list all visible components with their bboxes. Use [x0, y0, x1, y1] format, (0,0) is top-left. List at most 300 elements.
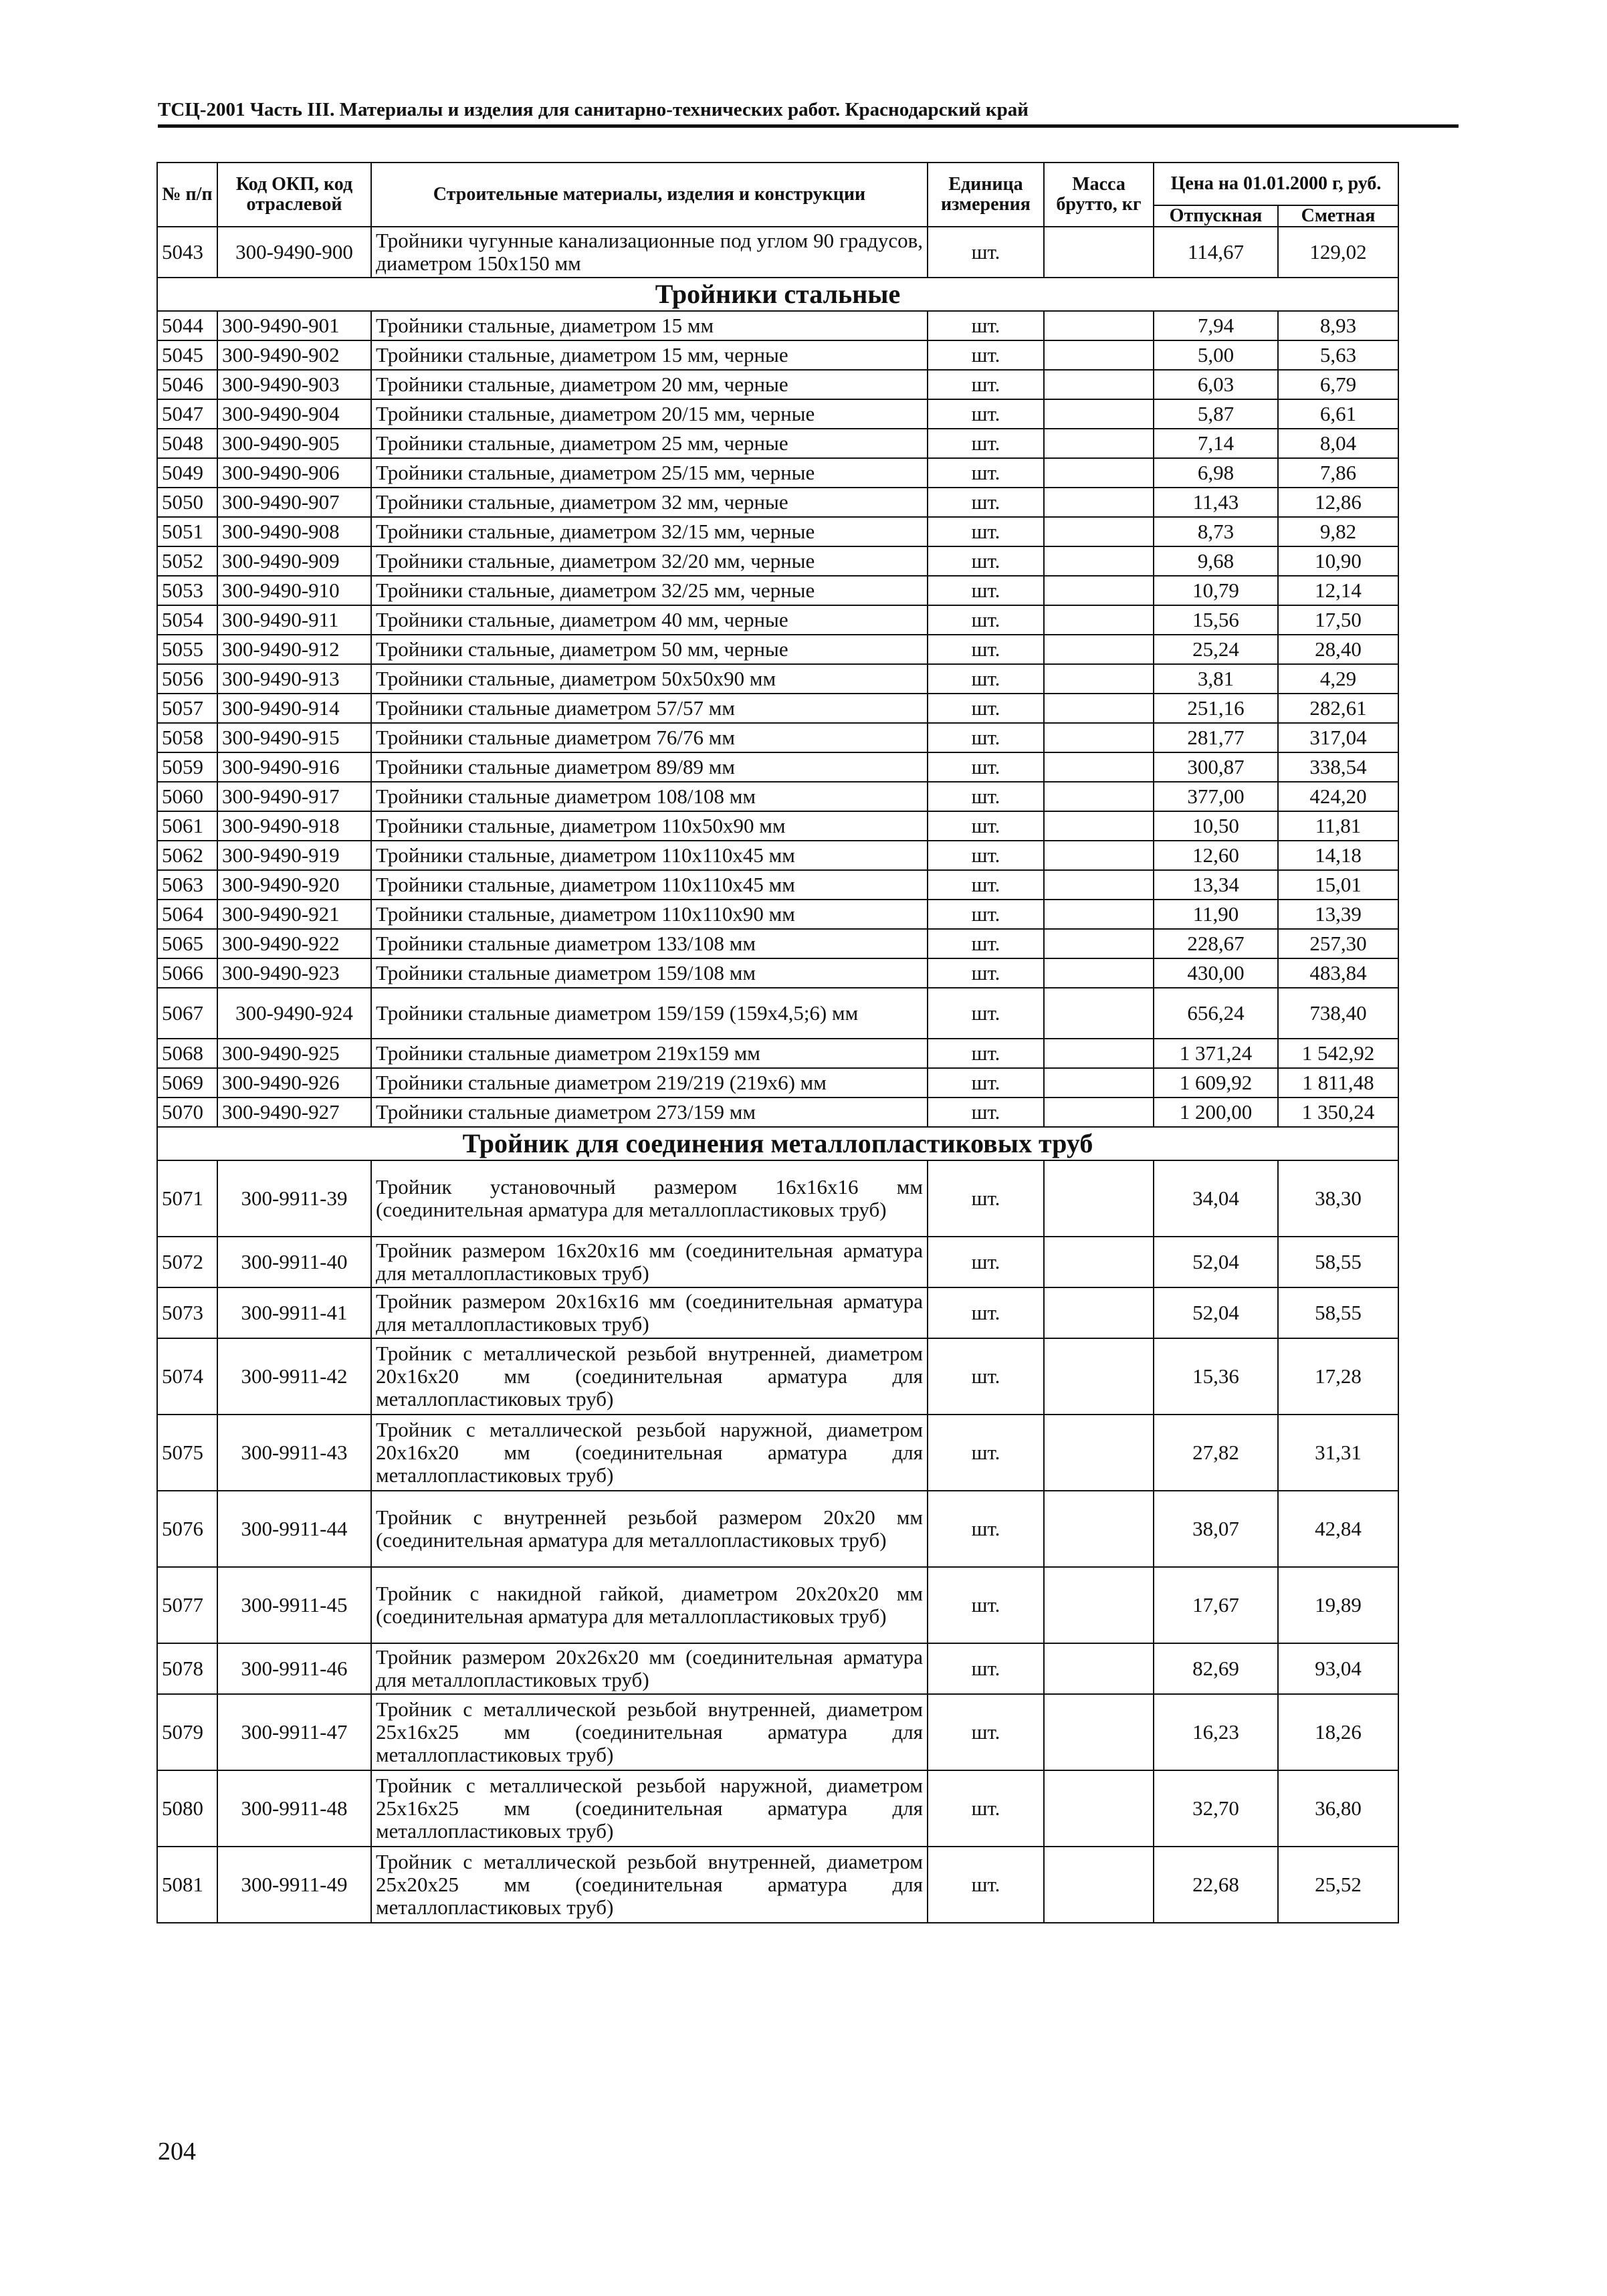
table-row	[157, 723, 1398, 752]
row-number: 5061	[157, 811, 217, 841]
row-price-estimate: 483,84	[1278, 958, 1398, 988]
table-row	[157, 1338, 1398, 1415]
row-unit: шт.	[928, 958, 1044, 988]
row-code: 300-9911-44	[217, 1491, 371, 1567]
row-name: Тройник с накидной гайкой, диаметром 20x20x20 мм (соединительная арматура для металлопластиковых труб)	[371, 1567, 928, 1643]
table-row	[157, 811, 1398, 841]
table-row	[157, 1770, 1398, 1847]
row-number: 5076	[157, 1491, 217, 1567]
table-row	[157, 1039, 1398, 1068]
row-price-release: 11,43	[1154, 488, 1278, 517]
row-code: 300-9490-911	[217, 605, 371, 635]
row-mass	[1044, 929, 1154, 958]
row-unit: шт.	[928, 1338, 1044, 1415]
header-unit: Единица измерения	[928, 163, 1044, 227]
table-row	[157, 227, 1398, 278]
row-mass	[1044, 340, 1154, 370]
row-mass	[1044, 311, 1154, 340]
row-name: Тройник с металлической резьбой внутренней, диаметром 20x16x20 мм (соединительная арматура для металлопластиковых труб)	[371, 1338, 928, 1415]
header-price-release: Отпускная	[1154, 205, 1278, 227]
row-price-estimate: 15,01	[1278, 870, 1398, 900]
row-name: Тройники стальные, диаметром 15 мм, черные	[371, 340, 928, 370]
row-mass	[1044, 1098, 1154, 1127]
table-row	[157, 429, 1398, 458]
row-mass	[1044, 1338, 1154, 1415]
row-mass	[1044, 488, 1154, 517]
row-mass	[1044, 1415, 1154, 1491]
row-unit: шт.	[928, 1068, 1044, 1098]
row-code: 300-9490-925	[217, 1039, 371, 1068]
row-price-estimate: 9,82	[1278, 517, 1398, 546]
row-name: Тройник с металлической резьбой наружной, диаметром 20x16x20 мм (соединительная арматура для металлопластиковых труб)	[371, 1415, 928, 1491]
header-name: Строительные материалы, изделия и конструкции	[371, 163, 928, 227]
row-name: Тройники стальные диаметром 133/108 мм	[371, 929, 928, 958]
row-code: 300-9911-41	[217, 1287, 371, 1338]
row-code: 300-9911-40	[217, 1237, 371, 1287]
row-price-estimate: 4,29	[1278, 664, 1398, 694]
row-price-estimate: 317,04	[1278, 723, 1398, 752]
row-name: Тройники стальные, диаметром 110x110x45 мм	[371, 870, 928, 900]
row-price-estimate: 28,40	[1278, 635, 1398, 664]
row-name: Тройники стальные, диаметром 32 мм, черные	[371, 488, 928, 517]
row-name: Тройники стальные, диаметром 20/15 мм, черные	[371, 399, 928, 429]
row-price-release: 1 371,24	[1154, 1039, 1278, 1068]
row-name: Тройники стальные, диаметром 20 мм, черные	[371, 370, 928, 399]
row-number: 5047	[157, 399, 217, 429]
table-row	[157, 1694, 1398, 1770]
section-row	[157, 1127, 1398, 1160]
row-unit: шт.	[928, 399, 1044, 429]
row-price-estimate: 6,79	[1278, 370, 1398, 399]
row-unit: шт.	[928, 1098, 1044, 1127]
table-row	[157, 1567, 1398, 1643]
row-mass	[1044, 811, 1154, 841]
row-unit: шт.	[928, 635, 1044, 664]
row-number: 5046	[157, 370, 217, 399]
row-code: 300-9490-924	[217, 988, 371, 1039]
row-price-estimate: 5,63	[1278, 340, 1398, 370]
row-unit: шт.	[928, 1694, 1044, 1770]
row-price-estimate: 257,30	[1278, 929, 1398, 958]
row-price-release: 430,00	[1154, 958, 1278, 988]
row-price-estimate: 6,61	[1278, 399, 1398, 429]
row-mass	[1044, 723, 1154, 752]
row-unit: шт.	[928, 841, 1044, 870]
row-price-estimate: 282,61	[1278, 694, 1398, 723]
row-price-release: 3,81	[1154, 664, 1278, 694]
row-price-release: 82,69	[1154, 1643, 1278, 1694]
row-number: 5048	[157, 429, 217, 458]
row-mass	[1044, 752, 1154, 782]
table-row	[157, 664, 1398, 694]
row-unit: шт.	[928, 605, 1044, 635]
row-price-estimate: 17,28	[1278, 1338, 1398, 1415]
row-price-release: 11,90	[1154, 900, 1278, 929]
row-mass	[1044, 1643, 1154, 1694]
row-number: 5067	[157, 988, 217, 1039]
row-mass	[1044, 870, 1154, 900]
table-row	[157, 929, 1398, 958]
row-code: 300-9490-907	[217, 488, 371, 517]
row-unit: шт.	[928, 752, 1044, 782]
row-price-release: 5,87	[1154, 399, 1278, 429]
row-code: 300-9490-904	[217, 399, 371, 429]
row-unit: шт.	[928, 1039, 1044, 1068]
row-price-estimate: 8,93	[1278, 311, 1398, 340]
row-unit: шт.	[928, 782, 1044, 811]
row-number: 5064	[157, 900, 217, 929]
row-name: Тройники стальные, диаметром 25/15 мм, черные	[371, 458, 928, 488]
row-unit: шт.	[928, 1415, 1044, 1491]
row-unit: шт.	[928, 429, 1044, 458]
row-unit: шт.	[928, 664, 1044, 694]
row-name: Тройник размером 20x26x20 мм (соединительная арматура для металлопластиковых труб)	[371, 1643, 928, 1694]
row-code: 300-9911-45	[217, 1567, 371, 1643]
table-row	[157, 1068, 1398, 1098]
row-mass	[1044, 1491, 1154, 1567]
row-price-release: 6,98	[1154, 458, 1278, 488]
row-code: 300-9490-923	[217, 958, 371, 988]
table-row	[157, 1098, 1398, 1127]
row-price-estimate: 31,31	[1278, 1415, 1398, 1491]
row-unit: шт.	[928, 1643, 1044, 1694]
row-name: Тройники стальные, диаметром 25 мм, черные	[371, 429, 928, 458]
table-row	[157, 635, 1398, 664]
row-name: Тройник установочный размером 16x16x16 мм (соединительная арматура для металлопластиковых труб)	[371, 1160, 928, 1237]
row-mass	[1044, 1770, 1154, 1847]
row-code: 300-9911-43	[217, 1415, 371, 1491]
row-code: 300-9490-912	[217, 635, 371, 664]
row-code: 300-9490-903	[217, 370, 371, 399]
row-mass	[1044, 1287, 1154, 1338]
row-code: 300-9490-927	[217, 1098, 371, 1127]
row-number: 5043	[157, 227, 217, 278]
row-price-estimate: 338,54	[1278, 752, 1398, 782]
row-number: 5051	[157, 517, 217, 546]
row-code: 300-9490-913	[217, 664, 371, 694]
row-code: 300-9911-47	[217, 1694, 371, 1770]
row-code: 300-9490-908	[217, 517, 371, 546]
row-code: 300-9490-919	[217, 841, 371, 870]
row-number: 5053	[157, 576, 217, 605]
header-num: № п/п	[157, 163, 217, 227]
row-price-release: 22,68	[1154, 1847, 1278, 1923]
row-price-estimate: 7,86	[1278, 458, 1398, 488]
table-row	[157, 546, 1398, 576]
row-number: 5078	[157, 1643, 217, 1694]
row-number: 5045	[157, 340, 217, 370]
row-price-release: 13,34	[1154, 870, 1278, 900]
row-unit: шт.	[928, 227, 1044, 278]
row-name: Тройники стальные диаметром 57/57 мм	[371, 694, 928, 723]
row-price-release: 12,60	[1154, 841, 1278, 870]
table-row	[157, 458, 1398, 488]
row-number: 5055	[157, 635, 217, 664]
table-row	[157, 841, 1398, 870]
table-row	[157, 752, 1398, 782]
row-mass	[1044, 429, 1154, 458]
row-price-release: 656,24	[1154, 988, 1278, 1039]
row-code: 300-9490-900	[217, 227, 371, 278]
row-name: Тройники стальные, диаметром 15 мм	[371, 311, 928, 340]
row-price-release: 10,50	[1154, 811, 1278, 841]
row-name: Тройники стальные диаметром 159/108 мм	[371, 958, 928, 988]
row-unit: шт.	[928, 870, 1044, 900]
row-code: 300-9490-926	[217, 1068, 371, 1098]
row-price-estimate: 58,55	[1278, 1237, 1398, 1287]
row-name: Тройники стальные, диаметром 32/15 мм, черные	[371, 517, 928, 546]
row-number: 5056	[157, 664, 217, 694]
row-name: Тройники стальные, диаметром 110x50x90 мм	[371, 811, 928, 841]
row-price-estimate: 19,89	[1278, 1567, 1398, 1643]
row-price-estimate: 738,40	[1278, 988, 1398, 1039]
table-body	[157, 227, 1398, 1923]
row-mass	[1044, 900, 1154, 929]
row-price-estimate: 14,18	[1278, 841, 1398, 870]
table-row	[157, 900, 1398, 929]
row-name: Тройники стальные диаметром 219x159 мм	[371, 1039, 928, 1068]
row-price-estimate: 58,55	[1278, 1287, 1398, 1338]
page-header: ТСЦ-2001 Часть III. Материалы и изделия для санитарно-технических работ. Краснодарский край	[158, 98, 1459, 128]
row-number: 5074	[157, 1338, 217, 1415]
row-code: 300-9490-916	[217, 752, 371, 782]
row-number: 5049	[157, 458, 217, 488]
table-row	[157, 517, 1398, 546]
row-code: 300-9911-42	[217, 1338, 371, 1415]
row-code: 300-9490-910	[217, 576, 371, 605]
row-name: Тройники стальные диаметром 273/159 мм	[371, 1098, 928, 1127]
row-price-estimate: 10,90	[1278, 546, 1398, 576]
row-mass	[1044, 370, 1154, 399]
row-price-estimate: 18,26	[1278, 1694, 1398, 1770]
row-number: 5081	[157, 1847, 217, 1923]
row-number: 5071	[157, 1160, 217, 1237]
row-price-release: 52,04	[1154, 1287, 1278, 1338]
row-code: 300-9490-902	[217, 340, 371, 370]
row-mass	[1044, 1237, 1154, 1287]
row-number: 5066	[157, 958, 217, 988]
row-mass	[1044, 635, 1154, 664]
row-name: Тройники стальные диаметром 76/76 мм	[371, 723, 928, 752]
row-price-estimate: 8,04	[1278, 429, 1398, 458]
table-row	[157, 1415, 1398, 1491]
row-code: 300-9490-914	[217, 694, 371, 723]
row-number: 5068	[157, 1039, 217, 1068]
row-price-estimate: 12,14	[1278, 576, 1398, 605]
row-mass	[1044, 1068, 1154, 1098]
section-row	[157, 278, 1398, 311]
row-price-release: 9,68	[1154, 546, 1278, 576]
row-code: 300-9490-920	[217, 870, 371, 900]
row-number: 5044	[157, 311, 217, 340]
row-unit: шт.	[928, 1491, 1044, 1567]
table-row	[157, 870, 1398, 900]
table-row	[157, 1847, 1398, 1923]
row-mass	[1044, 782, 1154, 811]
row-price-estimate: 42,84	[1278, 1491, 1398, 1567]
table-row	[157, 311, 1398, 340]
row-number: 5065	[157, 929, 217, 958]
row-number: 5052	[157, 546, 217, 576]
row-number: 5062	[157, 841, 217, 870]
row-price-estimate: 129,02	[1278, 227, 1398, 278]
row-name: Тройники стальные диаметром 219/219 (219x6) мм	[371, 1068, 928, 1098]
row-price-release: 16,23	[1154, 1694, 1278, 1770]
row-unit: шт.	[928, 546, 1044, 576]
row-mass	[1044, 664, 1154, 694]
row-code: 300-9490-915	[217, 723, 371, 752]
row-unit: шт.	[928, 1770, 1044, 1847]
row-unit: шт.	[928, 1160, 1044, 1237]
row-mass	[1044, 399, 1154, 429]
row-mass	[1044, 988, 1154, 1039]
header-price-group: Цена на 01.01.2000 г, руб.	[1154, 163, 1398, 205]
row-number: 5072	[157, 1237, 217, 1287]
row-number: 5069	[157, 1068, 217, 1098]
row-unit: шт.	[928, 458, 1044, 488]
row-price-estimate: 93,04	[1278, 1643, 1398, 1694]
table-row	[157, 340, 1398, 370]
row-name: Тройники стальные, диаметром 110x110x90 мм	[371, 900, 928, 929]
row-mass	[1044, 1567, 1154, 1643]
row-price-release: 32,70	[1154, 1770, 1278, 1847]
row-unit: шт.	[928, 988, 1044, 1039]
row-number: 5063	[157, 870, 217, 900]
row-price-release: 281,77	[1154, 723, 1278, 752]
row-mass	[1044, 694, 1154, 723]
table-row	[157, 370, 1398, 399]
row-name: Тройники стальные диаметром 159/159 (159x4,5;6) мм	[371, 988, 928, 1039]
row-mass	[1044, 227, 1154, 278]
row-price-release: 228,67	[1154, 929, 1278, 958]
table-row	[157, 1160, 1398, 1237]
row-price-estimate: 12,86	[1278, 488, 1398, 517]
table-row	[157, 1491, 1398, 1567]
row-price-release: 300,87	[1154, 752, 1278, 782]
row-mass	[1044, 605, 1154, 635]
row-name: Тройники стальные, диаметром 50x50x90 мм	[371, 664, 928, 694]
price-table	[156, 162, 1399, 1923]
row-price-release: 251,16	[1154, 694, 1278, 723]
table-row	[157, 605, 1398, 635]
row-mass	[1044, 1694, 1154, 1770]
row-unit: шт.	[928, 370, 1044, 399]
row-unit: шт.	[928, 723, 1044, 752]
row-number: 5054	[157, 605, 217, 635]
table-row	[157, 399, 1398, 429]
table-row	[157, 1287, 1398, 1338]
row-unit: шт.	[928, 311, 1044, 340]
row-unit: шт.	[928, 811, 1044, 841]
row-price-estimate: 25,52	[1278, 1847, 1398, 1923]
row-unit: шт.	[928, 576, 1044, 605]
row-mass	[1044, 458, 1154, 488]
table-row	[157, 488, 1398, 517]
row-name: Тройники стальные диаметром 89/89 мм	[371, 752, 928, 782]
row-price-release: 7,94	[1154, 311, 1278, 340]
row-price-release: 15,56	[1154, 605, 1278, 635]
row-unit: шт.	[928, 340, 1044, 370]
row-code: 300-9490-905	[217, 429, 371, 458]
table-row	[157, 694, 1398, 723]
row-price-estimate: 38,30	[1278, 1160, 1398, 1237]
row-code: 300-9490-909	[217, 546, 371, 576]
row-name: Тройники стальные, диаметром 50 мм, черные	[371, 635, 928, 664]
page-number: 204	[158, 2137, 196, 2166]
row-price-estimate: 1 350,24	[1278, 1098, 1398, 1127]
row-name: Тройники стальные, диаметром 110x110x45 мм	[371, 841, 928, 870]
row-code: 300-9490-918	[217, 811, 371, 841]
row-price-release: 377,00	[1154, 782, 1278, 811]
row-mass	[1044, 517, 1154, 546]
row-mass	[1044, 1039, 1154, 1068]
row-name: Тройники стальные, диаметром 40 мм, черные	[371, 605, 928, 635]
row-unit: шт.	[928, 1847, 1044, 1923]
row-number: 5080	[157, 1770, 217, 1847]
row-unit: шт.	[928, 517, 1044, 546]
row-name: Тройник с металлической резьбой внутренней, диаметром 25x20x25 мм (соединительная арматура для металлопластиковых труб)	[371, 1847, 928, 1923]
row-price-release: 38,07	[1154, 1491, 1278, 1567]
row-number: 5075	[157, 1415, 217, 1491]
row-mass	[1044, 1160, 1154, 1237]
row-unit: шт.	[928, 1287, 1044, 1338]
row-price-estimate: 17,50	[1278, 605, 1398, 635]
row-price-release: 34,04	[1154, 1160, 1278, 1237]
row-name: Тройник размером 16x20x16 мм (соединительная арматура для металлопластиковых труб)	[371, 1237, 928, 1287]
row-price-release: 114,67	[1154, 227, 1278, 278]
table-row	[157, 958, 1398, 988]
row-name: Тройники чугунные канализационные под углом 90 градусов, диаметром 150x150 мм	[371, 227, 928, 278]
row-price-release: 7,14	[1154, 429, 1278, 458]
row-number: 5060	[157, 782, 217, 811]
row-number: 5050	[157, 488, 217, 517]
header-price-estimate: Сметная	[1278, 205, 1398, 227]
row-unit: шт.	[928, 488, 1044, 517]
table-row	[157, 576, 1398, 605]
section-title: Тройник для соединения металлопластиковых труб	[157, 1127, 1398, 1160]
row-price-estimate: 1 811,48	[1278, 1068, 1398, 1098]
row-mass	[1044, 546, 1154, 576]
table-row	[157, 782, 1398, 811]
row-number: 5058	[157, 723, 217, 752]
row-name: Тройники стальные, диаметром 32/20 мм, черные	[371, 546, 928, 576]
row-code: 300-9911-46	[217, 1643, 371, 1694]
row-code: 300-9490-917	[217, 782, 371, 811]
row-code: 300-9911-49	[217, 1847, 371, 1923]
row-price-release: 17,67	[1154, 1567, 1278, 1643]
row-price-release: 10,79	[1154, 576, 1278, 605]
row-mass	[1044, 841, 1154, 870]
row-price-estimate: 13,39	[1278, 900, 1398, 929]
row-price-estimate: 1 542,92	[1278, 1039, 1398, 1068]
row-price-release: 5,00	[1154, 340, 1278, 370]
row-number: 5070	[157, 1098, 217, 1127]
row-price-release: 8,73	[1154, 517, 1278, 546]
row-code: 300-9490-922	[217, 929, 371, 958]
header-code: Код ОКП, код отраслевой	[217, 163, 371, 227]
row-number: 5073	[157, 1287, 217, 1338]
row-price-release: 52,04	[1154, 1237, 1278, 1287]
row-price-release: 1 609,92	[1154, 1068, 1278, 1098]
section-title: Тройники стальные	[157, 278, 1398, 311]
row-mass	[1044, 576, 1154, 605]
row-price-release: 27,82	[1154, 1415, 1278, 1491]
table-row	[157, 1643, 1398, 1694]
row-name: Тройник с внутренней резьбой размером 20x20 мм (соединительная арматура для металлопластиковых труб)	[371, 1491, 928, 1567]
row-number: 5077	[157, 1567, 217, 1643]
row-code: 300-9911-39	[217, 1160, 371, 1237]
row-number: 5057	[157, 694, 217, 723]
